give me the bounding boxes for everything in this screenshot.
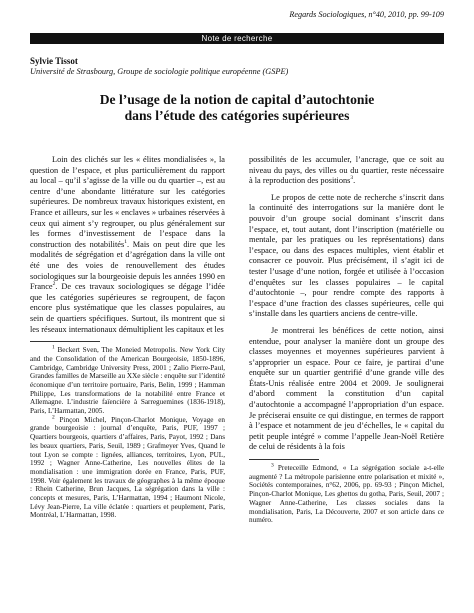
paragraph: Je montrerai les bénéfices de cette notion, ainsi entendue, pour analyser la manière dont un groupe des classes moyennes et moyennes supérieures parvient à s’approprier un espace. Pour ce faire, je partirai d’une enquête sur un quartier gentrifié d’une grande ville des États-Unis réalisée entre 2004 et 2009. Je soulignerai d’abord comment la constitution d’un capital d’autochtonie a accompagné l’appropriation d’un espace. Je préciserai ensuite ce qui distingue, en termes de rapport à l’espace et notamment de jeu d’échelles, le « capital du petit peuple intégré » comme l’appelle Jean-Noël Retière de celui de résidents à la fois <box>249 325 444 452</box>
paragraph <box>30 155 225 335</box>
text-run: Loin des clichés sur les « élites mondialisées », la question de l’espace, et plus particulièrement du rapport au local – qu’il s’agisse de la ville ou du quartier –, est au centre d’une abondante littérature sur les catégories supérieures. De nombreux travaux historiques existent, en France et ailleurs, sur les « enclaves » urbaines réservées à ceux qui aiment s’y regrouper, ou plus généralement sur les formes d’investissement de l’espace dans la construction des notabilités <box>30 155 225 249</box>
article-title <box>30 92 444 124</box>
footnote-number: 2 <box>52 414 55 421</box>
footnote-rule <box>249 459 319 460</box>
footnote-text: Pinçon Michel, Pinçon-Charlot Monique, Voyage en grande bourgeoisie : journal d’enquête, Paris, PUF, 1997 ; Quartiers bourgeois, quartiers d’affaires, Paris, Payot, 1992 ; Dans les beaux quartiers, Paris, Seuil, 1989 ; Grafmeyer Yves, Quand le tout Lyon se compte : lignées, alliances, territoires, Lyon, PUL, 1992 ; Wagner Anne-Catherine, Les nouvelles élites de la mondialisation : une immigration dorée en France, Paris, PUF, 1998. Voir également les travaux de géographes à la même époque : Rhein Catherine, Brun Jacques, La ségrégation dans la ville : concepts et mesures, Paris, L’Harmattan, 1994 ; Haumont Nicole, Lévy Jean-Pierre, La ville éclatée : quartiers et peuplement, Paris, Montréal, L’Harmattan, 1998. <box>30 415 225 520</box>
author-affiliation: Université de Strasbourg, Groupe de sociologie politique européenne (GSPE) <box>30 67 289 76</box>
title-line-1: De l’usage de la notion de capital d’autochtonie <box>99 92 375 107</box>
footnote-ref: 3 <box>350 175 354 182</box>
text-run: . De ces travaux sociologiques se dégage l’idée que les catégories supérieures se regroupent, de façon encore plus systématique que les classes populaires, au sein de quartiers spécifiques. Surtout, ils montrent que si les réseaux internationaux démultiplient les capitaux et les <box>30 282 225 334</box>
footnote <box>30 346 225 416</box>
footnote <box>30 416 225 520</box>
footnote-rule <box>30 341 100 342</box>
footnote-text: Beckert Sven, The Moneied Metropolis. New York City and the Consolidation of the American Bourgeoisie, 1850-1896, Cambridge, Cambridge University Press, 2001 ; Zalio Pierre-Paul, Grandes familles de Marseille au XXe siècle : enquête sur l’identité économique d’un territoire portuaire, Paris, Belin, 1999 ; Hamman Philippe, Les transformations de la notabilité entre France et Allemagne. L’industrie faïencière à Sarreguemines (1836-1918), Paris, L’Harmattan, 2005. <box>30 346 225 416</box>
author-name: Sylvie Tissot <box>30 56 78 66</box>
footnote-number: 1 <box>52 344 55 351</box>
text-run: . Mais on peut dire que les modalités de ségrégation et d’agrégation dans la ville ont été une des voies de renouvellement des études sociologiques sur la bourgeoisie depuis les années 1990 en France <box>30 239 225 292</box>
paragraph <box>249 155 444 187</box>
footnote-ref: 2 <box>52 281 56 288</box>
section-label: Note de recherche <box>30 33 444 44</box>
text-run: . <box>353 176 356 186</box>
running-header: Regards Sociologiques, n°40, 2010, pp. 99-109 <box>289 10 444 19</box>
right-column <box>249 155 444 525</box>
left-column <box>30 155 225 520</box>
footnote-number: 3 <box>271 462 274 469</box>
footnote <box>249 464 444 525</box>
text-run: possibilités de les accumuler, l’ancrage, que ce soit au niveau du pays, des villes ou du quartier, reste nécessaire à la reproduction des positions <box>249 155 444 186</box>
paragraph: Le propos de cette note de recherche s’inscrit dans la continuité des interrogations sur la manière dont le pouvoir d’un groupe social dominant s’inscrit dans l’espace, et, tout autant, dont l’inscription (matérielle ou mentale, par les pratiques ou les représentations) dans l’espace, ou dans des espaces multiples, vient établir et consacrer ce pouvoir. Plus précisément, il s’agit ici de tester l’usage d’une notion, forgée et utilisée à l’occasion d’enquêtes sur les classes populaires – le capital d’autochtonie –, pour rendre compte des rapports à l’espace d’une fraction des classes supérieures, celle qui s’installe dans les quartiers anciens de centre-ville. <box>249 192 444 319</box>
footnote-ref: 1 <box>124 238 127 245</box>
footnote-text: Preteceille Edmond, « La ségrégation sociale a-t-elle augmenté ? La métropole parisienne entre polarisation et mixité », Sociétés contemporaines, n°62, 2006, pp. 69-93 ; Pinçon Michel, Pinçon-Charlot Monique, Les ghettos du gotha, Paris, Seuil, 2007 ; Wagner Anne-Catherine, Les classes sociales dans la mondialisation, Paris, La Découverte, 2007 et son article dans ce numéro. <box>249 464 445 525</box>
title-line-2: dans l’étude des catégories supérieures <box>124 108 350 123</box>
